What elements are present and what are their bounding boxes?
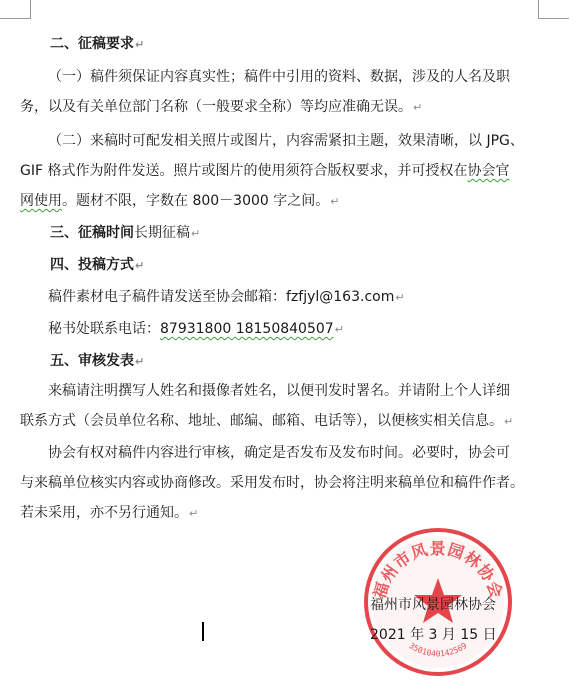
paragraph-line: 若未采用，亦不另行通知。↵ bbox=[20, 505, 199, 521]
paragraph-mark: ↵ bbox=[413, 101, 423, 114]
email-line: 稿件素材电子稿件请发送至协会邮箱：fzfjyl@163.com↵ bbox=[48, 289, 405, 305]
paragraph-mark: ↵ bbox=[135, 355, 145, 368]
paragraph-line: 与来稿单位核实内容或协商修改。采用发布时，协会将注明来稿单位和稿件作者。 bbox=[20, 475, 524, 491]
paragraph-mark: ↵ bbox=[395, 291, 405, 304]
paragraph-line: 务，以及有关单位部门名称（一般要求全称）等均应准确无误。↵ bbox=[20, 99, 423, 115]
section-heading-requirements: 二、征稿要求↵ bbox=[50, 36, 145, 52]
section-heading-submission: 四、投稿方式↵ bbox=[50, 257, 145, 273]
paragraph-line: （一）稿件须保证内容真实性；稿件中引用的资料、数据，涉及的人名及职 bbox=[48, 69, 510, 85]
paragraph-mark: ↵ bbox=[504, 415, 514, 428]
paragraph-mark: ↵ bbox=[135, 259, 145, 272]
svg-text:3501040142569: 3501040142569 bbox=[407, 641, 469, 659]
paragraph-line: GIF 格式作为附件发送。照片或图片的使用须符合版权要求，并可授权在协会官 bbox=[20, 163, 510, 179]
text-cursor bbox=[202, 622, 204, 641]
paragraph-mark: ↵ bbox=[334, 323, 344, 336]
phone-numbers: 87931800 18150840507 bbox=[160, 321, 334, 337]
section-heading-review: 五、审核发表↵ bbox=[50, 353, 145, 369]
signature-date: 2021 年 3 月 15 日 bbox=[370, 627, 497, 643]
spellcheck-underlined-text: 协会官 bbox=[467, 163, 510, 179]
paragraph-line: （二）来稿时可配发相关照片或图片，内容需紧扣主题，效果清晰，以 JPG、 bbox=[48, 133, 524, 149]
page-margin-corner-top-right bbox=[538, 0, 569, 19]
phone-line: 秘书处联系电话：87931800 18150840507↵ bbox=[48, 321, 344, 337]
page-margin-corner-top-left bbox=[0, 0, 31, 19]
paragraph-mark: ↵ bbox=[191, 227, 201, 240]
paragraph-line: 网使用。题材不限，字数在 800－3000 字之间。↵ bbox=[20, 193, 340, 209]
paragraph-mark: ↵ bbox=[330, 195, 340, 208]
paragraph-mark: ↵ bbox=[189, 507, 199, 520]
section-heading-time: 三、征稿时间长期征稿↵ bbox=[50, 225, 201, 241]
paragraph-line: 联系方式（会员单位名称、地址、邮编、邮箱、电话等），以便核实相关信息。↵ bbox=[20, 413, 514, 429]
svg-text:福州市风景园林协会: 福州市风景园林协会 bbox=[369, 539, 507, 601]
paragraph-mark: ↵ bbox=[135, 38, 145, 51]
spellcheck-underlined-text: 网使用 bbox=[20, 193, 62, 209]
paragraph-line: 协会有权对稿件内容进行审核，确定是否发布及发布时间。必要时，协会可 bbox=[48, 445, 510, 461]
signature-org: 福州市风景园林协会 bbox=[370, 597, 496, 613]
paragraph-line: 来稿请注明撰写人姓名和摄像者姓名，以便刊发时署名。并请附上个人详细 bbox=[48, 383, 510, 399]
